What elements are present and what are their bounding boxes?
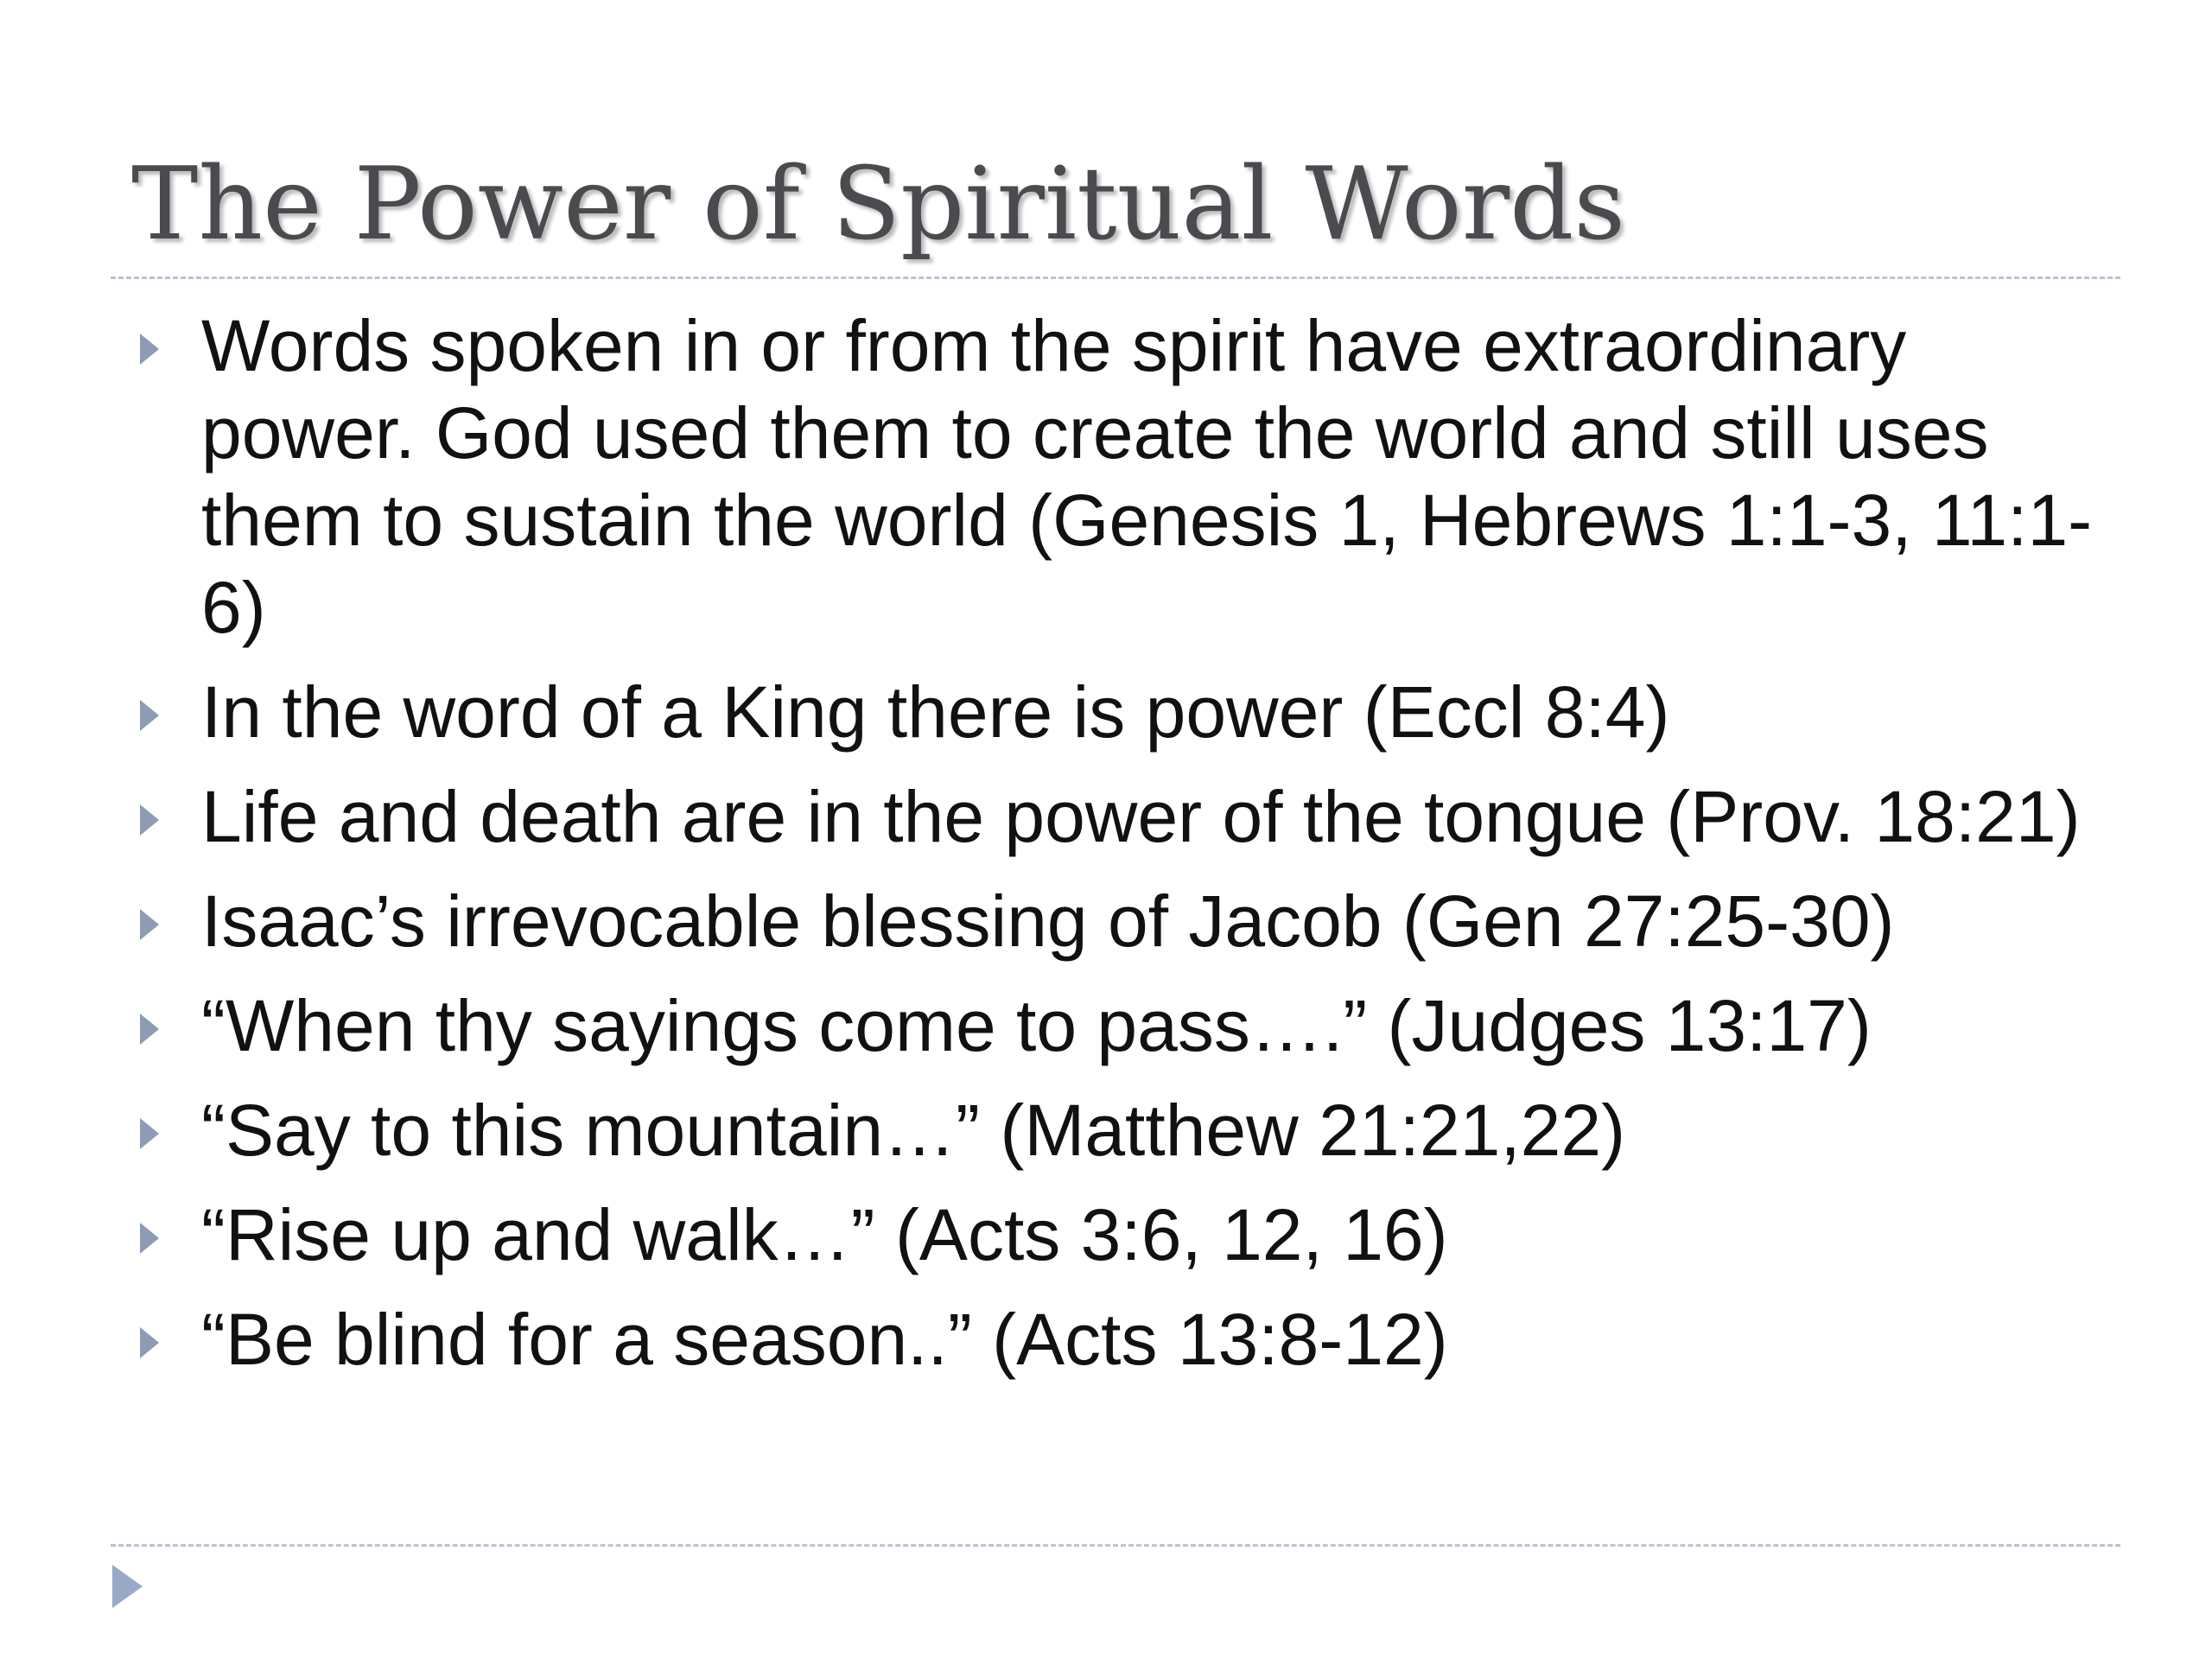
triangle-right-icon (140, 1014, 159, 1045)
bullet-text: “Be blind for a season..” (Acts 13:8-12) (201, 1299, 1448, 1380)
footer-divider (111, 1544, 2120, 1547)
triangle-right-icon (140, 909, 159, 940)
triangle-right-icon (140, 700, 159, 731)
bullet-text: “When thy sayings come to pass….” (Judges 13:17) (201, 985, 1872, 1066)
bullet-list (130, 302, 2108, 1401)
triangle-right-icon (112, 1565, 143, 1608)
slide-title: The Power of Spiritual Words (131, 146, 1625, 263)
bullet-text: Words spoken in or from the spirit have extraordinary power. God used them to create the world and still uses them to sustain the world (Genesis 1, Hebrews 1:1-3, 11:1-6) (201, 305, 2093, 648)
bullet-text: Life and death are in the power of the tongue (Prov. 18:21) (201, 776, 2081, 857)
triangle-right-icon (140, 334, 159, 365)
bullet-item (130, 878, 2108, 965)
bullet-item (130, 1192, 2108, 1279)
triangle-right-icon (140, 1327, 159, 1358)
bullet-text: In the word of a King there is power (Eccl 8:4) (201, 671, 1670, 753)
bullet-item (130, 773, 2108, 861)
title-divider (111, 276, 2120, 279)
triangle-right-icon (140, 1223, 159, 1254)
bullet-item (130, 669, 2108, 756)
bullet-text: Isaac’s irrevocable blessing of Jacob (Gen 27:25-30) (201, 880, 1895, 962)
bullet-text: “Rise up and walk…” (Acts 3:6, 12, 16) (201, 1194, 1448, 1275)
bullet-item (130, 982, 2108, 1070)
triangle-right-icon (140, 1118, 159, 1149)
bullet-text: “Say to this mountain…” (Matthew 21:21,22) (201, 1090, 1626, 1171)
bullet-item (130, 302, 2108, 652)
bullet-item (130, 1087, 2108, 1174)
bullet-item (130, 1296, 2108, 1383)
triangle-right-icon (140, 804, 159, 836)
